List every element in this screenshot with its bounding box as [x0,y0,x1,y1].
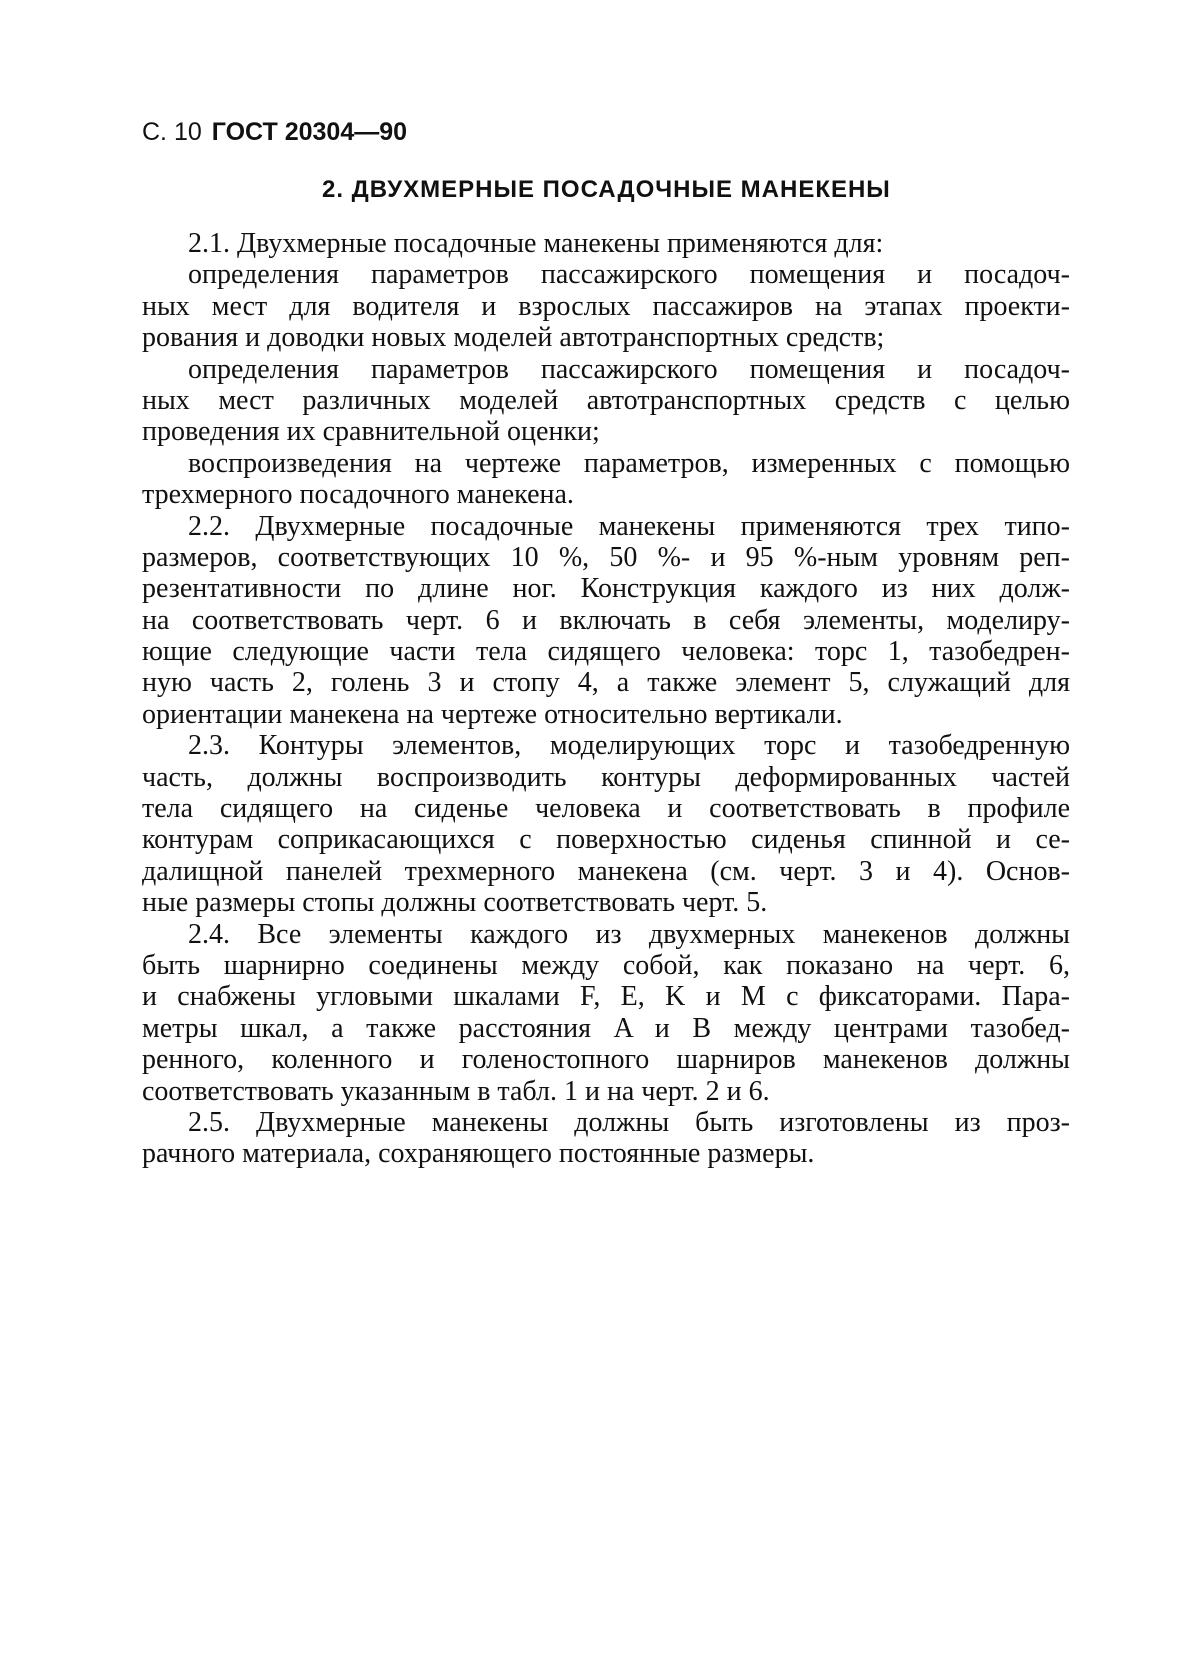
text-line: определения параметров пассажирского помещения и посадоч- [188,259,1070,291]
text-line: на соответствовать черт. 6 и включать в себя элементы, моделиру- [142,604,1070,636]
page-number: С. 10 [142,118,202,146]
body-text [142,228,1070,1170]
text-line: ориентации манекена на чертеже относительно вертикали. [142,698,843,730]
text-line: воспроизведения на чертеже параметров, измеренных с помощью [188,447,1070,479]
standard-designation: ГОСТ 20304—90 [211,118,408,146]
text-line: трехмерного посадочного манекена. [142,479,574,511]
text-line: быть шарнирно соединены между собой, как показано на черт. 6, [142,949,1070,981]
text-line: ную часть 2, голень 3 и стопу 4, а также элемент 5, служащий для [142,667,1070,699]
text-line: контурам соприкасающихся с поверхностью сиденья спинной и се- [142,824,1070,856]
text-line: метры шкал, а также расстояния A и B между центрами тазобед- [142,1012,1070,1044]
text-line: определения параметров пассажирского помещения и посадоч- [188,353,1070,385]
text-line: 2.4. Все элементы каждого из двухмерных манекенов должны [188,918,1070,950]
text-line: 2.1. Двухмерные посадочные манекены применяются для: [188,228,884,259]
text-line: ных мест для водителя и взрослых пассажиров на этапах проекти- [142,290,1070,322]
text-line: 2.2. Двухмерные посадочные манекены применяются трех типо- [188,510,1070,542]
text-line: 2.5. Двухмерные манекены должны быть изготовлены из проз- [188,1106,1070,1138]
text-line: ных мест различных моделей автотранспортных средств с целью [142,384,1070,416]
section-title: 2. ДВУХМЕРНЫЕ ПОСАДОЧНЫЕ МАНЕКЕНЫ [322,176,891,203]
text-line: далищной панелей трехмерного манекена (см. черт. 3 и 4). Основ- [142,855,1070,887]
text-line: рования и доводки новых моделей автотранспортных средств; [142,322,885,354]
page-header [142,118,407,147]
text-line: часть, должны воспроизводить контуры деформированных частей [142,761,1070,793]
text-line: размеров, соответствующих 10 %, 50 %- и 95 %-ным уровням реп- [142,541,1070,573]
text-line: резентативности по длине ног. Конструкция каждого из них долж- [142,573,1070,605]
text-line: проведения их сравнительной оценки; [142,416,600,448]
text-line: ные размеры стопы должны соответствовать черт. 5. [142,887,768,919]
text-line: ющие следующие части тела сидящего человека: торс 1, тазобедрен- [142,636,1070,668]
text-line: соответствовать указанным в табл. 1 и на черт. 2 и 6. [142,1075,770,1107]
text-line: тела сидящего на сиденье человека и соответствовать в профиле [142,793,1070,825]
text-line: ренного, коленного и голеностопного шарниров манекенов должны [142,1044,1070,1076]
text-line: рачного материала, сохраняющего постоянные размеры. [142,1138,815,1170]
text-line: 2.3. Контуры элементов, моделирующих торс и тазобедренную [188,730,1070,762]
text-line: и снабжены угловыми шкалами F, E, K и M с фиксаторами. Пара- [142,981,1070,1013]
